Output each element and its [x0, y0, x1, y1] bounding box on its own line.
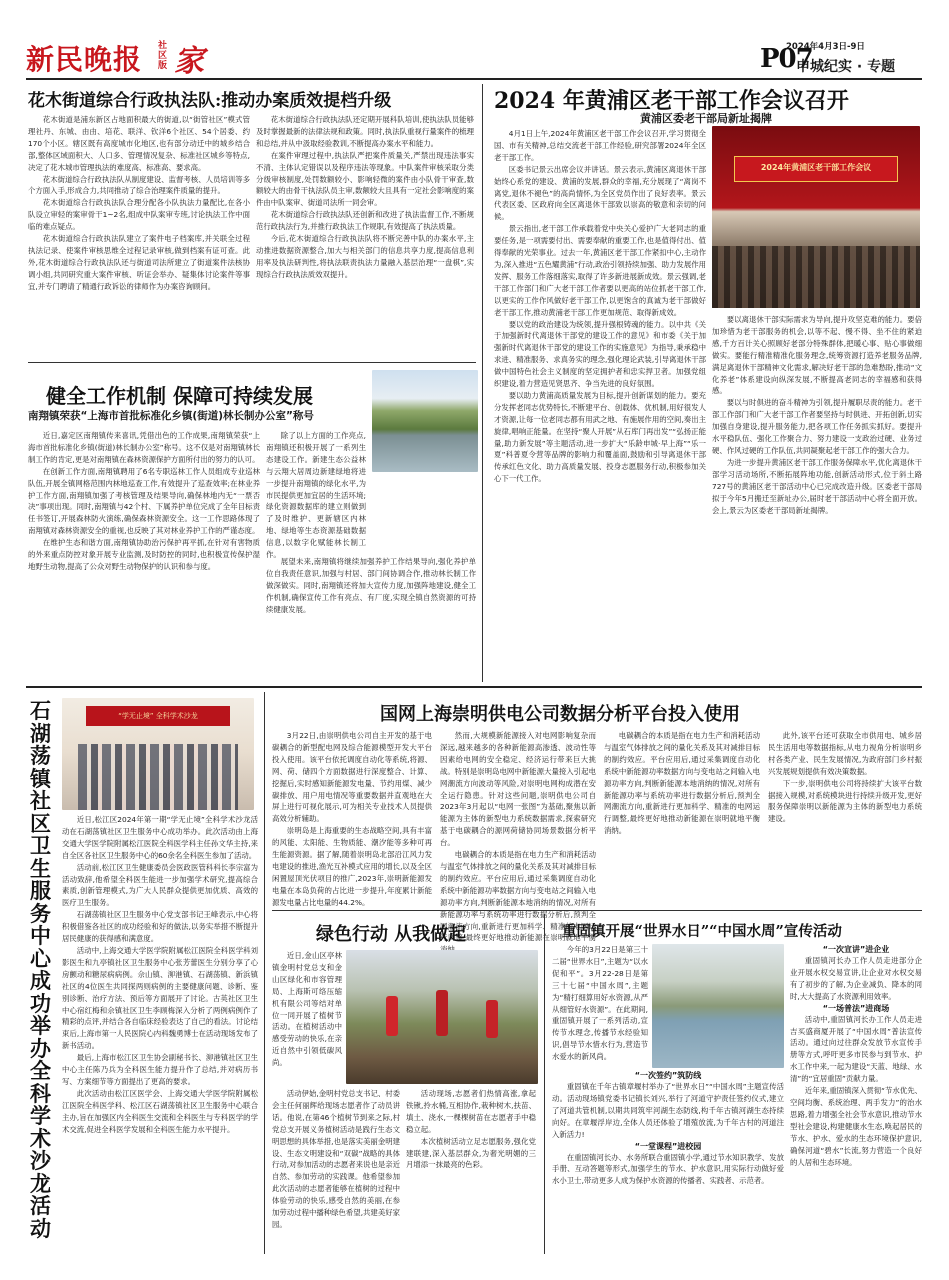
river-cleanup-photo: [652, 944, 784, 1068]
divider: [28, 362, 476, 363]
a6-p: 本次植树活动立足志愿服务,强化党建联建,深入基层群众,为奢光明媚的三月增添一抹最亮的色彩。: [406, 1136, 536, 1170]
a7-title: 重固镇开展“世界水日”“中国水周”宣传活动: [562, 923, 842, 940]
a2-p: 景云指出,老干部工作承载着党中央关心爱护广大老同志的重要任务,是一项需要付出、需要奉献的重要工作,也是值得付出、值得奉献的光荣事业。过去一年,黄浦区老干部工作紧扣中心,主动作为,深入推进“五色耀黄浦”行动,政治引领持续加强、助力发展作用发挥、服务工作落细落实,取得了许多新进展新成效。景云强调,老干部工作部门和广大老干部工作者要以更高的站位抓老干部工作,以更实的工作作风做好老干部工作,以更饱含的真诚为老干部做好老干部工作,推动黄浦老干部工作更加规范、取得新成效。: [494, 224, 706, 317]
a7-section-3: “一次宣讲”进企业: [822, 945, 890, 954]
a1-col-2: [256, 114, 474, 354]
a6-p: 近日,金山区亭林镇金明村党总支和金山区绿化和市容管理局、上海斯可络压缩机有限公司等结对单位一同开展了植树节活动。在植树活动中感受劳动的快乐,在亲近自然中引领低碳风尚。: [272, 951, 342, 1068]
a3-col-2a: [266, 430, 366, 560]
a2-p: 要以离退休干部实际需求为导向,提升攻坚克难的能力。要倍加珍惜为老干部服务的机会,以等不起、慢不得、坐不住的紧迫感,千方百计关心照顾好老部分特殊群体,把暖心事、贴心事做细做实。要能行精准精准化服务理念,统筹资源打造养老服务品牌,满足离退休干部精神文化需求,解决好老干部的急难愁盼,推动“文化养老”体系建设向纵深发展,不断提高老同志的幸福感和获得感。: [712, 315, 922, 396]
a2-title: 2024 年黄浦区老干部工作会议召开: [494, 88, 849, 114]
a4-col: [62, 814, 258, 1250]
salon-banner-text: “学无止境” 全科学术沙龙: [118, 712, 198, 720]
a4-p: 石湖荡镇社区卫生服务中心党支部书记王峰表示,中心将积极借鉴各社区的成功经验和好的做法,以务实举措不断提升居民健康的获得感和满意度。: [62, 910, 258, 944]
a1-p: 花木街道是浦东新区占地面积最大的街道,以“街管社区”模式管理社丹、东城、由由、培花、联洋、钦洋6个社区、54个居委、约170个小区。辖区既有高度城市化地区,也有部分动迁中的城乡结合部,整体区域面积大、人口多、管理情况复杂、标准社区城乡等特点,决定了花木城市管理执法的难度高、标准高、要求高。: [28, 115, 250, 172]
a5-p: 3月22日,由崇明供电公司自主开发的基于电碳耦合的新型配电网及综合能源模型开发大平台投入使用。该平台依托调度自动化等系统,将源、网、荷、储四个方面数据进行深度整合、计算、挖掘后,实时感知新能源发电量、节约用煤、减少碳排放、用户用电情况等重要数据并直观地在大屏上进行可视化展示,可为相关专业技术人员提供高效分析辅助。: [272, 731, 432, 824]
a7-p: 重固镇河长办工作人员走进部分企业开展水权交易宣讲,让企业对水权交易有了初步的了解,为企业减负、降本的同时,大大提高了水资源利用效率。: [790, 956, 922, 1001]
a6-title: 绿色行动 从我做起: [316, 924, 467, 945]
a3-p: 展望未来,南翔镇将继续加强养护工作结果导向,强化养护单位自我责任意识,加强与村居、部门间协调合作,推动林长制工作做深做实。同时,南翔镇还将加大宣传力度,加强阵地建设,健全工作机制,确保宣传工作有亮点、有厂度,实现全镇自然资源的可持续健康发展。: [266, 557, 476, 614]
a3-p: 除了以上方面的工作亮点,南翔镇还积极开展了一系列生态建设工作。新建生态公益林与云翔大居周边新建绿地将进一步提升南翔镇的绿化水平,为市民提供更加宜居的生活环境;绿化资源数据库的建立则做到了及时维护、更新辖区内林地、绿地等生态资源基础数据信息,以数字化赋能林长制工作。: [266, 431, 366, 560]
volunteer: [386, 996, 398, 1036]
divider: [264, 692, 265, 1254]
a3-subtitle: 南翔镇荣获“上海市首批标准化乡镇(街道)林长制办公室”称号: [28, 410, 314, 422]
a2-p: 要以助力黄浦高质量发展为目标,提升创新谋划的能力。要充分发挥老同志优势特长,不断建平台、创载体、优机制,用好很发人才资源,让每一位老同志都有用武之地、有施展作用的空间,奏出主旋律,唱响正能量。在坚持“聚人开展”从石库门再出发”“弘扬正能量,助力新发展”等主题活动,进一步扩大“乐龄申城·早上海”“乐一夏”科普夏令营等品牌的影响力和覆盖面,鼓励和引导离退休干部传承红色文化、助力高质量发展、投身志愿服务行动,积极参加关心下一代工作。: [494, 390, 706, 484]
a7-col-1a: [552, 944, 648, 1062]
a1-p: 花木街道综合行政执法队合理分配各小队执法力量配比,在各小队设立审轻的案审骨干1~2名,组成中队案审专班,讨论执法工作中面临的难点疑点。: [28, 198, 250, 232]
a6-p: 活动伊始,金明村党总支书记、村委会主任何丽辉给现场志愿者作了动员讲话。他说,在第46个植树节到来之际,村党总支开展义务植树活动是践行生态文明思想的具体举措,也是落实美丽金明建设、生态文明建设和“双碳”战略的具体行动,对参加活动的志愿者来说也是亲近自然、参加劳动的实践课。他希望参加此次活动的志愿者能够在植树的过程中体验劳动的快乐,感受自然的美丽,在参加劳动过程中播种绿色希望,共建美好家园。: [272, 1089, 401, 1229]
a7-p: 重固镇在千年古镇章堰村举办了“世界水日”“中国水周”主题宣传活动。活动现场镇党委书记镇长刘兴,举行了河道守护责任签约仪式,建立了河道共管机制,以期共同筑牢河湖生态防线,构千年古镇河湖生态持续向好。在章堰浮岸边,全体人员还体验了增殖放流,为千年古村的河道注入新活力!: [552, 1082, 784, 1139]
a1-p: 花木街道综合行政执法队还创新和改进了执法监督工作,不断规范行政执法行为,并推行政执法工作规职,有效提高了执法质量。: [256, 210, 474, 232]
a2-p: 要以与时俱进的奋斗精神为引领,提升履职尽责的能力。老干部工作部门和广大老干部工作者要坚持与时俱进、开拓创新,切实加强自身建设,提升服务能力,把各项工作任务抓实抓好。要提升水平稳队伍、强化工作聚合力、努力建设一支政治过硬、业务过硬、作风过硬的工作队伍,共同凝聚起老干部工作的强大合力。: [712, 398, 922, 455]
a1-p: 花木街道综合行政执法队还定期开展科队培训,使执法队员能够及时掌握最新的法律法规和政策。同时,执法队重视行量案件的梳理和总结,并从中汲取经验教训,不断提高办案水平和能力。: [256, 115, 474, 148]
volunteer: [436, 990, 448, 1036]
a4-p: 此次活动由松江区医学会、上海交通大学医学院附属松江医院全科医学科、松江区石湖荡镇社区卫生服务中心联合主办,旨在加强区内全科医生交流和全科医生与专科医学的学术交流,促进全科医学发展和全科医生能力水平提升。: [62, 1088, 258, 1134]
a7-col-1b: [552, 1070, 784, 1250]
a5-col-4: [768, 730, 922, 906]
a7-section-1: “一次签约”筑防线: [634, 1071, 702, 1080]
divider: [544, 914, 545, 1254]
a5-title: 国网上海崇明供电公司数据分析平台投入使用: [380, 704, 740, 725]
a5-p: 电碳耦合的本质是指在电力生产和消耗活动与温室气体排放之间的量化关系及其对减排目标的制约效应。平台应用后,通过采集调度自动化系统中新能源功率数据方向与变电站之间输入电源功率方向,判断新能源本地消纳的情况,对所有新能源功率与系统功率进行数据分析后,预判全网潮流方向,重新进行更加科学、精准的电网运行调整,最终更好地推动新能源在崇明就地平衡消纳。: [604, 731, 760, 836]
a2-byline: 黄浦区委老干部局新址揭牌: [640, 112, 772, 125]
a1-p: 花木街道综合行政执法队建立了案件电子档案库,并关联全过程执法记录、使案件审核思维全过程记录审核,做到档案有证可查。此外,花木街道综合行政执法队还与街道司法所建立了街道案件法核协调小组,共同研究重大案件审核、听证会举办、疑集体讨论案件等事宜,并专门聘请了精通行政诉讼的律师作为办案咨询顾问。: [28, 234, 250, 291]
a3-col-2b: [266, 556, 476, 680]
a3-p: 近日,嘉定区南翔镇传来喜讯,凭借出色的工作成果,南翔镇荣获“上海市首批标准化乡镇(街道)林长制办公室”称号。这不仅是对南翔镇林长制工作的肯定,更是对南翔镇在森林资源保护方面所付出的努力的认可。: [28, 431, 260, 464]
a7-col-2: [790, 944, 922, 1250]
a5-p: 下一步,崇明供电公司将持续扩大该平台数据接入规模,对系统模块进行持续升级开发,更好服务保障崇明以新能源为主体的新型电力系统建设。: [768, 778, 922, 824]
divider: [26, 686, 922, 688]
a5-p: 电碳耦合的本质是指在电力生产和消耗活动与温室气体排放之间的量化关系及其对减排目标的制约效应。平台应用后,通过采集调度自动化系统中新能源功率数据方向与变电站之间输入电源功率方向,判断新能源本地消纳的情况,对所有新能源功率与系统功率进行数据分析后,预判全网潮流方向,重新进行更加科学、精准的电网运行调整,最终更好地推动新能源在崇明就地平衡: [440, 850, 596, 943]
a2-p: 要以党的政治建设为统领,提升强根铸魂的能力。以中共《关于加强新时代离退休干部党的建设工作的意见》和市委《关于加强新时代离退休干部党的建设工作的实施意见》为指导,秉承稳中求进、精准服务、求真务实的理念,强化理论武装,引导离退休干部做中国特色社会主义制度的坚定拥护者和忠实捍卫者。加强党组织建设,着力营造见贤思齐、争当先进的良好氛围。: [494, 319, 706, 389]
a4-p: 活动中,上海交通大学医学院附属松江医院全科医学科刘影医生和九亭镇社区卫生服务中心张芳蕾医生分别分享了心房颤动和糖尿病病例。佘山镇、泖港镇、石湖荡镇、新浜镇社区的4位医生共同探两则病例的主要健康问题、诊断、鉴别诊断、治疗方法、预后等方面展开了讨论。古英社区卫生中心宿红梅和佘镇社区卫生李顾梅深入分析了两例病例作了精彩的点评,并结合各自临床经验表达了自己的看法。讨论结束后,上海市第一人民医院心内科魏勇博士在活动现场发布了新书活动。: [62, 945, 258, 1051]
a6-col-3: [406, 1088, 536, 1250]
a3-title: 健全工作机制 保障可持续发展: [46, 384, 313, 408]
paper-name: 新民晚报: [26, 43, 143, 76]
a5-p: 然而,大规模新能源接入对电网影响复杂而深远,越来越多的各种新能源高渗透、波动性等因素给电网的安全稳定、经济运行带来巨大挑战。特别是崇明岛电网中新能源大量接入引起电网潮流方向波动等风险,对崇明电网构成潜在安全运行隐患。针对这些问题,崇明供电公司自2023年3月起以“电网一张图”为基础,聚焦以新能源为主体的新型电力系统数据需求,探索研究基于电碳耦合的源网荷储协同场景数据分析平台。: [440, 731, 596, 848]
header-rule: [26, 78, 922, 80]
a7-intro: 今年的3月22日是第三十二届“世界水日”,主题为“以水促和平”。3月22-28日是第三十七届“中国水周”,主题为“精打细算用好水资源,从严从细管好水资源”。在此期间,重固镇开展了一系列活动,宣传节水理念,传播节水经验知识,倡导节水惜水行为,营造节水爱水的新风尚。: [552, 945, 648, 1062]
a7-section-2: “一堂课程”进校园: [634, 1141, 702, 1151]
a2-p: 为进一步提升黄浦区老干部工作服务保障水平,优化离退休干部学习活动场所,不断拓展阵地功能,创新活动形式,位于斜土路727号的黄浦区老干部活动中心已完成改造升级。区委老干部局拟于今年5月搬迁至新址办公,届时老干部活动中心将全面开放。会上,景云为区委老干部局新址揭牌。: [712, 457, 922, 515]
issue-date: 2024年4月3日-9日: [786, 42, 865, 52]
a4-title: 石湖荡镇社区卫生服务中心成功举办全科学术沙龙活动: [30, 698, 51, 1241]
section-name: 申城纪实 · 专题: [796, 59, 896, 75]
a5-col-3: [604, 730, 760, 906]
a5-p: 此外,该平台还可获取全市供用电、城乡居民生活用电等数据指标,从电力视角分析崇明乡村各类产业、民生发展情况,为政府部门乡村振兴发展规划提供有效决策数据。: [768, 731, 922, 776]
a7-p: 近年来,重固镇深入贯彻“节水优先、空间均衡、系统治理、两手发力”的治水思路,着力增强全社会节水意识,推动节水型社会建设,构建健康水生态,唤起居民的节水、护水、爱水的生态环境保护意识,确保河道“碧水”长流,努力营造一个良好的人居和生态环境。: [790, 1086, 922, 1167]
meeting-photo: [712, 126, 920, 308]
river-photo: [372, 370, 478, 472]
a4-p: 近日,松江区2024年第一期“学无止境”全科学术沙龙活动在石湖荡镇社区卫生服务中心成功举办。此次活动由上海交通大学医学院附属松江医院全科医学科主任孙文华主持,来自全区各社区卫生服务中心的60余名全科医生参加了活动。: [62, 815, 258, 860]
a6-col-1: [272, 950, 342, 1084]
page-number: P07: [760, 44, 813, 74]
salon-photo: [62, 698, 254, 810]
a1-p: 花木街道综合行政执法队从制度建设、监督考核、人员培训等多个方面入手,形成合力,共同推动了综合治理案件质量的提升。: [28, 174, 250, 196]
volunteer: [486, 1000, 498, 1038]
a7-p: 在重固镇河长办、水务所联合重固镇小学,通过节水知识教学、发放手册、互动答题等形式,加强学生的节水、护水意识,用实际行动做好爱水小卫士,带动更多人成为保护水资源的传播者、实践者、示范者。: [552, 1152, 784, 1186]
a1-col-1: [28, 114, 250, 354]
tree-planting-photo: [346, 950, 538, 1084]
a1-title: 花木街道综合行政执法队:推动办案质效提档升级: [28, 91, 392, 111]
a5-col-1: [272, 730, 432, 906]
a7-section-4: “一场普法”进商场: [822, 1003, 890, 1013]
a3-col-1: [28, 430, 260, 680]
paper-sub: 社区版: [158, 41, 168, 71]
audience: [712, 246, 920, 308]
people-row: [78, 744, 238, 810]
a2-col-2: [712, 314, 922, 680]
a2-p: 区委书记景云出席会议并讲话。景云表示,黄浦区离退休干部始终心系党的建设、黄浦的发展,群众的幸福,充分展现了“离岗不离党,退休不褪色”的高尚情怀,为全区党员作出了良好表率。景云代表区委、区政府向全区离退休干部致以崇高的敬意和亲切的问候。: [494, 164, 706, 222]
masthead: [26, 36, 216, 80]
paper-seal: 家: [174, 44, 204, 79]
a4-p: 最后,上海市松江区卫生协会副秘书长、泖港镇社区卫生中心主任陈乃兵为全科医生能力提升作了总结,并对病历书写、方案细节等方面提出了更高的要求。: [62, 1053, 258, 1086]
a3-p: 在维护生态和谐方面,南翔镇协助治污保护再平抓,在针对有害物质的外来重点防控对象开展专业监测,及时防控的同时,也积极宣传保护湿地野生动物,提高了公众对野生动物保护的认识和参与度。: [28, 538, 260, 571]
a6-col-2: [272, 1088, 400, 1250]
a5-p: 崇明岛是上海重要的生态战略空间,具有丰富的风能、太阳能、生物质能、潮汐能等多种可再生能源资源。据了解,随着崇明岛北部沿江风力发电建设的推进,渔光互补模式应用的增长,以及全区闲置屋顶光伏项目的推广,2023年,崇明新能源发电量在本岛负荷的占比进一步提升,年度累计新能源发电量占比电量的44.2%。: [272, 826, 432, 907]
a3-p: 在创新工作方面,南翔镇聘用了6名专职巡林工作人员组成专业巡林队伍,开展全镇网格范围内林地巡查工作,有效提升了巡查效率;在林业养护工作方面,南翔镇加强了考核管理及结果导向,确保林地内无“一票否决”事项出现。同时,南翔镇与42个村、下属养护单位完成了全年目标责任书签订,开展森林防火演练,确保森林资源安全。这一工作思路体现了南翔镇对森林资源安全的重视,也反映了其对林业养护工作的严谨态度。: [28, 466, 260, 536]
a4-p: 活动前,松江区卫生健康委员会医政医管科科长李宗富为活动致辞,他希望全科医生能进一步加强学术研究,提高综合素质,创新管理模式,为广大人民群众提供更加优质、高效的医疗卫生服务。: [62, 862, 258, 908]
a2-col-1: [494, 128, 706, 680]
a6-p: 活动现场,志愿者们热情高涨,拿起铁锹,拎水桶,互相协作,栽种树木,扶苗、填土、浇水,一棵棵树苗在志愿者手中稳稳立起。: [406, 1089, 536, 1134]
a7-p: 活动中,重固镇河长办工作人员走进吉买盛商厦开展了“中国水周”普法宣传活动。通过向过往群众发放节水宣传手册等方式,呼吁更多市民参与到节水、护水工作中来,一起为建设“天蓝、地绿、水清”的“宜居重固”贡献力量。: [790, 1014, 922, 1084]
meeting-banner-text: 2024年黄浦区老干部工作会议: [760, 163, 872, 172]
a1-p: 在案件审理过程中,执法队严把案件质量关,严禁出现违法事实不清、主体认定错误以及程序违法等现象。中队案件审核采取分类分级审核制度,处罚数额较小、影响轻微的案件由小队骨干审查,数额较大的由骨干执法队员主审,数额较大且具有一定社会影响度的案件由中队案审、街道司法所一同会审。: [256, 150, 474, 208]
a1-p: 今后,花木街道综合行政执法队将不断完善中队的办案水平,主动推进数据资源整合,加大与相关部门的信息共享力度,提高信息利用率及执法研判性,将执法联责执法力量融入基层治理“一盘棋”,实现综合行政执法质效双提升。: [256, 234, 474, 279]
a5-col-2: [440, 730, 596, 943]
divider: [482, 84, 483, 682]
a2-p: 4月1日上午,2024年黄浦区老干部工作会议召开,学习贯彻全国、市有关精神,总结交流老干部工作经验,研究部署2024年全区老干部工作。: [494, 129, 706, 162]
divider: [272, 910, 922, 911]
